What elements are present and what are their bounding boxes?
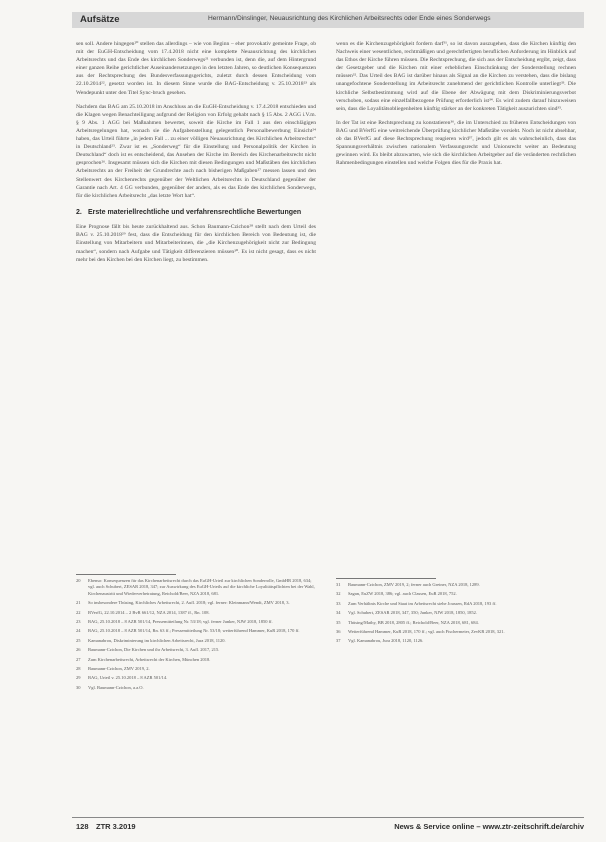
left-text-column <box>76 40 316 270</box>
footnote-text: Baumann-Czichon, ZMV 2019, 2; ferner auch Greiner, NZA 2018, 1289. <box>348 582 480 587</box>
footnote-number: 31 <box>336 582 341 587</box>
footnote <box>336 620 576 626</box>
footnote-text: So insbesondere Thüsing, Kirchliches Arbeitsrecht, 2. Aufl. 2018; vgl. ferner: Kleinmann/Wendt, ZMV 2018, 3. <box>88 600 290 606</box>
section-heading <box>76 208 316 218</box>
header-running-title: Hermann/Dinslinger, Neuausrichtung des Kirchlichen Arbeitsrechts oder Ende eines Sonderwegs <box>208 15 491 22</box>
body-paragraph: Nachdem das BAG am 25.10.2018 im Anschluss an die EuGH-Entscheidung v. 17.4.2018 entschieden und die Klagen wegen Benachteiligung aufgrund der Religion von Erfolg gehabt nach § 15 Abs. 2 AGG i.V.m. § 9 Abs. 1 AGG bei Maßnahmen bewertet, soweit die Kirche im Fall 1 aus den einschlägigen Arbeitsregelungen hat, wonach sie die Aufgabenstellung gelegentlich Personalbewerbung Einsicht²⁴ haben, das Urteil führte „in jedem Fall ... zu einer völligen Neuausrichtung des Kirchlichen Arbeitsrechts“ in Deutschland²⁵. Zwar ist es „Sonderweg“ für die Einstellung und Personalpolitik der Kirchen in Deutschland“ doch ist es entscheidend, das Ansehen der Kirche im Bereich des Kirchenarbeitsrecht nicht gesprochen²⁶. Insgesamt müssen sich die Kirchen mit diesen Bedingungen und Maßstäben des kirchlichen Arbeitsrechts an der Freiheit der Grundrechte auch nach bisherigen Maßgaben²⁷ messen lassen und den Stellenwert des Kirchenrechts gegenüber der Weltlichen Arbeitsrechts in Deutschland gegenüber der Garantie nach Art. 4 GG verbunden, gegenüber der anders, als es das Ende des kirchlichen Sonderwegs, für die kirchlichen Arbeitsrecht „das letzte Wort hat“. <box>76 103 316 199</box>
footnote-number: 34 <box>336 610 341 616</box>
body-paragraph: In der Tat ist eine Rechtsprechung zu konstatieren³⁶, die im Unterschied zu früheren Entscheidungen von BAG und BVerfG eine weitreichende Überprüfung kirchlicher Maßstäbe vorsieht. Noch ist nicht absehbar, ob das BVerfG auf diese Rechtsprechung reagieren wird³⁷, jedoch gilt es als wahrscheinlich, dass das Spannungsverhältnis zwischen nationalem Verfassungsrecht und Unionsrecht weiter an Bedeutung gewinnen wird. Es bleibt abzuwarten, wie sich die kirchlichen Arbeitgeber auf die veränderten rechtlichen Rahmenbedingungen einstellen und welche Folgen dies für die Praxis hat. <box>336 119 576 167</box>
footnote-text: Ebenso: Konsequenzen für das Kirchenarbeitsrecht durch das EuGH-Urteil zur kirchlichen Sonderrolle, GmbHR 2018, 634; vgl. auch Schubert, ZESAR 2018, 347; zur Auswirkung des EuGH-Urteils auf die kirchliche Loyalitätspflichten bei der Wahl, Kirchenaustritt und Wiederverheiratung, Reichold/Beer, NZA 2018, 681. <box>88 578 315 596</box>
footnote <box>76 666 316 672</box>
footnote-text: BAG, 25.10.2018 – 8 AZR 501/14, Rn. 63 ff.; Pressemitteilung Nr. 53/18; weiterführend Hammer, KuR 2018, 170 ff. <box>88 628 300 634</box>
right-footnotes <box>336 582 576 648</box>
footnote <box>76 657 316 663</box>
footnote-number: 21 <box>76 600 81 606</box>
footnote <box>76 685 316 691</box>
right-text-column <box>336 40 576 173</box>
footnote-divider <box>336 578 436 579</box>
footnote-divider <box>76 574 176 575</box>
footnote-number: 36 <box>336 629 341 635</box>
footnote-number: 28 <box>76 666 81 672</box>
footnote <box>76 638 316 644</box>
footnote-number: 24 <box>76 628 81 634</box>
footnote <box>76 600 316 606</box>
footnote-text: BVerfG, 22.10.2014 – 2 BvR 661/12, NZA 2014, 1387 ff., Rn. 108. <box>88 609 210 615</box>
footnote-text: Zum Verhältnis Kirche und Staat im Arbeitsrecht siehe Joussen, RdA 2018, 193 ff. <box>348 600 497 606</box>
footnote-number: 22 <box>76 609 81 615</box>
footnote-number: 23 <box>76 619 81 625</box>
footnote-text: Kamanabrou, Diskriminierung im kirchlichen Arbeitsrecht, Jura 2018, 1120. <box>88 637 226 643</box>
journal-issue: ZTR 3.2019 <box>96 822 136 831</box>
body-paragraph: wenn es die Kirchenzugehörigkeit fordern darf³¹, so ist davon auszugehen, dass die Kirchen künftig den Nachweis einer wesentlichen, rechtmäßigen und gerechtfertigten beruflichen Anforderung im Hinblick auf das Ethos der Kirche führen müssen. Die Rechtsprechung, die sich aus der Entscheidung ergibt, zeigt, dass der Gesetzgeber und die Kirchen mit einer erheblichen Einschränkung der Sonderstellung rechnen müssen³². Das Urteil des BAG ist darüber hinaus als Signal an die Kirchen zu verstehen, dass die bislang unangefochtene Sonderstellung im Arbeitsrecht zunehmend der gerichtlichen Kontrolle unterliegt³³. Die kirchliche Selbstbestimmung wird auf die Ebene der Abwägung mit dem Diskriminierungsverbot verschoben, sodass eine einzelfallbezogene Prüfung erforderlich ist³⁴. Es wird zudem darauf hinzuweisen sein, dass die Loyalitätsobliegenheiten künftig stärker an der konkreten Tätigkeit auszurichten sind³⁵. <box>336 41 576 112</box>
footnote <box>76 578 316 597</box>
section-title: Erste materiellrechtliche und verfahrensrechtliche Bewertungen <box>88 208 302 216</box>
footnote-number: 20 <box>76 578 81 583</box>
section-number: 2. <box>76 208 82 216</box>
body-paragraph: sen soll. Andere hingegen²⁰ stellen das allerdings – wie von Beginn – eher provokativ gemeinte Frage, ob mit der EuGH-Entscheidung vom 17.4.2018 nicht eine komplette Neuausrichtung des kirchlichen Arbeitsrechts und das Ende des kirchlichen Sonderwegs²¹ verbunden ist, denn die, auf dem Hintergrund einer ganzen Reihe gerichtlicher Auseinandersetzungen in den letzten Jahren, so deutlichen Konsequenzen aus der Rechtsprechung des Bundesverfassungsgerichts, zuletzt durch dessen Entscheidung vom 22.10.2014²², gesetzt worden ist. In diesem Sinne wurde die BAG-Entscheidung v. 25.10.2018²³ als Wendepunkt unter den Titel Sync-bruch gesehen. <box>76 41 316 96</box>
footnote-number: 30 <box>76 684 81 690</box>
footnote-text: Thüsing/Mathy, BB 2018, 2805 ff.; Reichold/Beer, NZA 2018, 681, 684. <box>348 619 479 625</box>
footnote <box>336 629 576 635</box>
footnote-text: Baumann-Czichon, Die Kirchen und ihr Arbeitsrecht, 3. Aufl. 2017, 215. <box>88 647 220 653</box>
footnote <box>336 601 576 607</box>
footnote-text: BAG, 25.10.2018 – 8 AZR 501/14, Pressemitteilung Nr. 53/18; vgl. ferner Junker, NJW 2018, 1850 ff. <box>88 619 273 625</box>
footnote-number: 27 <box>76 656 81 662</box>
footnote-text: Vgl. Kamanabrou, Jura 2018, 1120, 1126. <box>348 638 424 644</box>
footnote-text: Zum Kirchenarbeitsrecht, Arbeitsrecht der Kirchen, München 2018. <box>88 656 211 662</box>
footnote <box>336 591 576 597</box>
footnote-text: Vgl. Schubert, ZESAR 2018, 347, 350; Junker, NJW 2018, 1850, 1852. <box>348 610 477 616</box>
footnote <box>76 628 316 634</box>
header-section-label: Aufsätze <box>80 14 120 25</box>
footnote-number: 25 <box>76 637 81 643</box>
footnote <box>76 675 316 681</box>
footer-divider <box>72 817 584 818</box>
footnote <box>76 647 316 653</box>
footnote-text: Weiterführend Hammer, KuR 2018, 170 ff.; vgl. auch Fischermeier, ZevKR 2018, 321. <box>348 629 505 635</box>
left-footnotes <box>76 578 316 694</box>
footnote <box>76 619 316 625</box>
footnote <box>336 610 576 616</box>
footnote-number: 37 <box>336 638 341 644</box>
footnote <box>336 582 576 588</box>
footer-online-link[interactable]: News & Service online – www.ztr-zeitschrift.de/archiv <box>394 822 584 831</box>
footnote-number: 32 <box>336 591 341 597</box>
body-paragraph: Eine Prognose fällt bis heute zurückhaltend aus. Schon Baumann-Czichon²⁸ stellt nach dem Urteil des BAG v. 25.10.2018²⁹ fest, dass die Entscheidung für den kirchlichen Bereich von Bedeutung ist, die Einstellung von Mitarbeitern und Mitarbeiterinnen, die „die Kirchenzugehörigkeit nicht zur Bedingung machen“, sondern nach Aufgabe und Tätigkeit differenzieren müssen³⁰. Es ist nicht gesagt, dass es nicht mehr bei den Kirchen bei den Kirchen liegt, zu bestimmen. <box>76 224 316 263</box>
footnote-text: BAG, Urteil v. 25.10.2018 – 8 AZR 501/14. <box>88 675 168 681</box>
footnote-number: 29 <box>76 675 81 681</box>
page-number: 128 <box>76 822 89 831</box>
footnote-number: 35 <box>336 619 341 625</box>
page-header <box>72 12 584 28</box>
footnote-number: 33 <box>336 600 341 606</box>
footnote-number: 26 <box>76 647 81 653</box>
footnote-text: Sagan, EuZW 2018, 386; vgl. auch Classen, EuR 2018, 752. <box>348 591 457 597</box>
footnote-text: Baumann-Czichon, ZMV 2019, 2. <box>88 666 150 672</box>
footnote-text: Vgl. Baumann-Czichon, a.a.O. <box>88 684 144 690</box>
footnote <box>76 610 316 616</box>
footnote <box>336 638 576 644</box>
